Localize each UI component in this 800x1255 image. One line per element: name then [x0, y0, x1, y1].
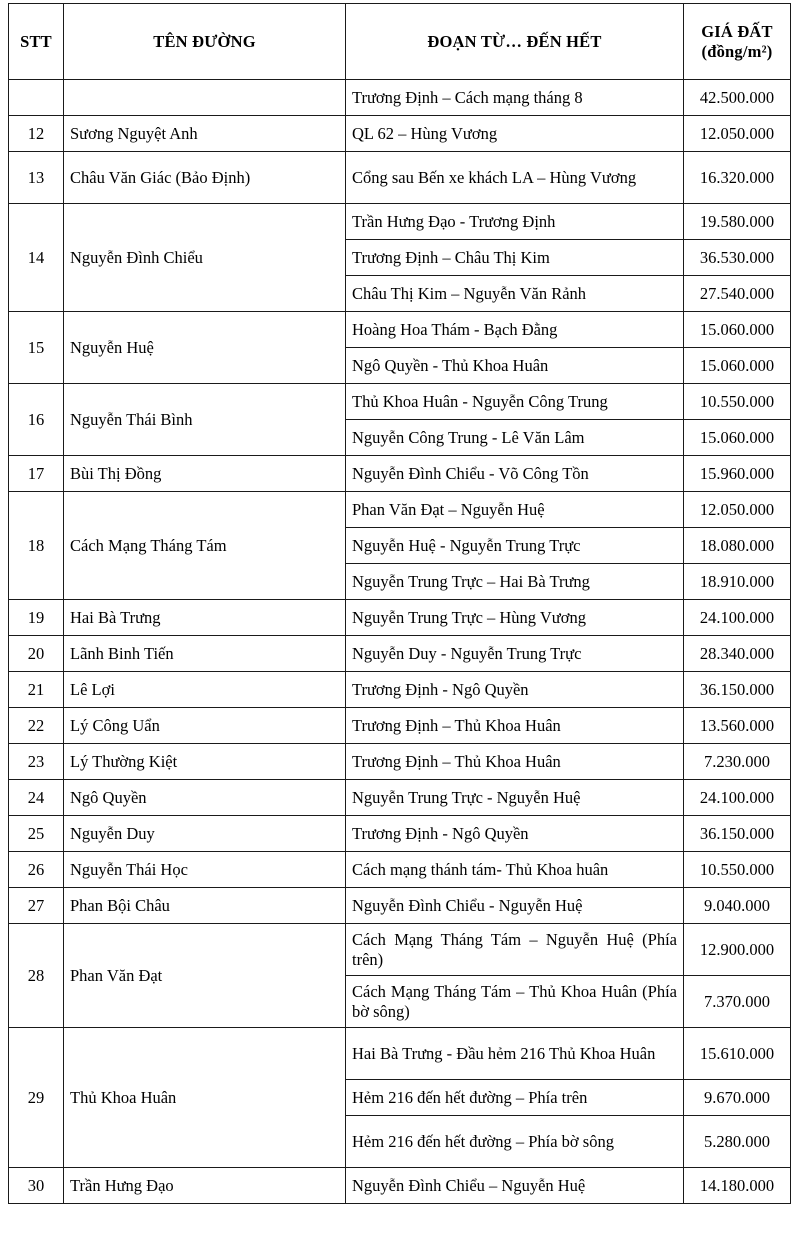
cell-stt: 24 [9, 780, 64, 816]
cell-segment: Cách mạng thánh tám- Thủ Khoa huân [346, 852, 684, 888]
cell-segment: Nguyễn Trung Trực – Hùng Vương [346, 600, 684, 636]
cell-segment: Trương Định - Ngô Quyền [346, 816, 684, 852]
cell-stt: 29 [9, 1028, 64, 1168]
cell-price: 9.670.000 [684, 1080, 791, 1116]
cell-street-name: Phan Văn Đạt [64, 924, 346, 1028]
cell-street-name: Lý Thường Kiệt [64, 744, 346, 780]
cell-stt: 16 [9, 384, 64, 456]
cell-price: 15.960.000 [684, 456, 791, 492]
cell-price: 36.530.000 [684, 240, 791, 276]
cell-price: 9.040.000 [684, 888, 791, 924]
cell-price: 5.280.000 [684, 1116, 791, 1168]
table-row [9, 1168, 791, 1204]
cell-street-name: Ngô Quyền [64, 780, 346, 816]
cell-stt: 26 [9, 852, 64, 888]
cell-street-name: Lãnh Binh Tiến [64, 636, 346, 672]
cell-street-name: Nguyễn Huệ [64, 312, 346, 384]
cell-street-name: Hai Bà Trưng [64, 600, 346, 636]
cell-price: 10.550.000 [684, 384, 791, 420]
column-header-stt: STT [9, 4, 64, 80]
cell-street-name: Lý Công Uẩn [64, 708, 346, 744]
cell-price: 10.550.000 [684, 852, 791, 888]
cell-price: 24.100.000 [684, 600, 791, 636]
cell-price: 19.580.000 [684, 204, 791, 240]
table-row [9, 204, 791, 240]
cell-price: 15.060.000 [684, 348, 791, 384]
table-row [9, 888, 791, 924]
table-header [9, 4, 791, 80]
cell-segment: Trương Định – Thủ Khoa Huân [346, 744, 684, 780]
cell-segment: Trương Định - Ngô Quyền [346, 672, 684, 708]
cell-price: 15.060.000 [684, 312, 791, 348]
table-row [9, 116, 791, 152]
cell-segment: Hoàng Hoa Thám - Bạch Đằng [346, 312, 684, 348]
cell-price: 28.340.000 [684, 636, 791, 672]
cell-stt [9, 80, 64, 116]
cell-stt: 22 [9, 708, 64, 744]
cell-stt: 21 [9, 672, 64, 708]
cell-street-name: Phan Bội Châu [64, 888, 346, 924]
cell-segment: Ngô Quyền - Thủ Khoa Huân [346, 348, 684, 384]
column-header-segment: ĐOẠN TỪ… ĐẾN HẾT [346, 4, 684, 80]
cell-stt: 23 [9, 744, 64, 780]
table-row [9, 80, 791, 116]
column-header-price [684, 4, 791, 80]
cell-segment: Cách Mạng Tháng Tám – Thủ Khoa Huân (Phía bờ sông) [346, 976, 684, 1028]
table-row [9, 780, 791, 816]
cell-price: 12.900.000 [684, 924, 791, 976]
cell-price: 24.100.000 [684, 780, 791, 816]
cell-street-name: Châu Văn Giác (Bảo Định) [64, 152, 346, 204]
table-row [9, 672, 791, 708]
cell-segment: Hẻm 216 đến hết đường – Phía bờ sông [346, 1116, 684, 1168]
cell-street-name: Nguyễn Thái Học [64, 852, 346, 888]
cell-stt: 20 [9, 636, 64, 672]
cell-price: 7.370.000 [684, 976, 791, 1028]
column-header-name: TÊN ĐƯỜNG [64, 4, 346, 80]
cell-segment: Nguyễn Đình Chiểu – Nguyễn Huệ [346, 1168, 684, 1204]
table-row [9, 600, 791, 636]
cell-street-name: Lê Lợi [64, 672, 346, 708]
cell-street-name: Sương Nguyệt Anh [64, 116, 346, 152]
cell-street-name [64, 80, 346, 116]
cell-price: 36.150.000 [684, 672, 791, 708]
cell-segment: Châu Thị Kim – Nguyễn Văn Rảnh [346, 276, 684, 312]
cell-street-name: Bùi Thị Đồng [64, 456, 346, 492]
cell-street-name: Nguyễn Duy [64, 816, 346, 852]
cell-price: 18.910.000 [684, 564, 791, 600]
cell-street-name: Trần Hưng Đạo [64, 1168, 346, 1204]
header-row [9, 4, 791, 80]
cell-stt: 17 [9, 456, 64, 492]
cell-segment: Hai Bà Trưng - Đầu hẻm 216 Thủ Khoa Huân [346, 1028, 684, 1080]
cell-segment: Trương Định – Cách mạng tháng 8 [346, 80, 684, 116]
cell-price: 42.500.000 [684, 80, 791, 116]
cell-stt: 25 [9, 816, 64, 852]
cell-stt: 12 [9, 116, 64, 152]
cell-segment: Nguyễn Đình Chiểu - Võ Công Tồn [346, 456, 684, 492]
cell-price: 36.150.000 [684, 816, 791, 852]
cell-stt: 30 [9, 1168, 64, 1204]
table-row [9, 744, 791, 780]
cell-segment: Cách Mạng Tháng Tám – Nguyễn Huệ (Phía trên) [346, 924, 684, 976]
cell-segment: Nguyễn Đình Chiểu - Nguyễn Huệ [346, 888, 684, 924]
cell-stt: 19 [9, 600, 64, 636]
cell-price: 18.080.000 [684, 528, 791, 564]
cell-price: 12.050.000 [684, 116, 791, 152]
cell-price: 27.540.000 [684, 276, 791, 312]
cell-stt: 18 [9, 492, 64, 600]
cell-price: 15.610.000 [684, 1028, 791, 1080]
cell-segment: Phan Văn Đạt – Nguyễn Huệ [346, 492, 684, 528]
table-row [9, 852, 791, 888]
cell-segment: Thủ Khoa Huân - Nguyễn Công Trung [346, 384, 684, 420]
cell-segment: Nguyễn Công Trung - Lê Văn Lâm [346, 420, 684, 456]
cell-price: 12.050.000 [684, 492, 791, 528]
table-row [9, 492, 791, 528]
cell-street-name: Cách Mạng Tháng Tám [64, 492, 346, 600]
cell-price: 13.560.000 [684, 708, 791, 744]
cell-segment: Nguyễn Huệ - Nguyễn Trung Trực [346, 528, 684, 564]
land-price-table [8, 3, 791, 1204]
table-row [9, 1028, 791, 1080]
cell-price: 14.180.000 [684, 1168, 791, 1204]
table-row [9, 708, 791, 744]
document-page [0, 3, 800, 1255]
cell-street-name: Nguyễn Thái Bình [64, 384, 346, 456]
table-row [9, 456, 791, 492]
cell-street-name: Thủ Khoa Huân [64, 1028, 346, 1168]
cell-stt: 13 [9, 152, 64, 204]
cell-segment: Trần Hưng Đạo - Trương Định [346, 204, 684, 240]
cell-segment: Cổng sau Bến xe khách LA – Hùng Vương [346, 152, 684, 204]
table-body [9, 80, 791, 1204]
cell-price: 7.230.000 [684, 744, 791, 780]
cell-stt: 27 [9, 888, 64, 924]
column-header-price-main: GIÁ ĐẤT [701, 22, 773, 42]
cell-segment: Trương Định – Thủ Khoa Huân [346, 708, 684, 744]
cell-stt: 14 [9, 204, 64, 312]
cell-segment: Nguyễn Trung Trực – Hai Bà Trưng [346, 564, 684, 600]
table-row [9, 152, 791, 204]
cell-segment: Hẻm 216 đến hết đường – Phía trên [346, 1080, 684, 1116]
cell-segment: Nguyễn Trung Trực - Nguyễn Huệ [346, 780, 684, 816]
cell-stt: 15 [9, 312, 64, 384]
table-row [9, 384, 791, 420]
table-row [9, 312, 791, 348]
cell-stt: 28 [9, 924, 64, 1028]
cell-price: 15.060.000 [684, 420, 791, 456]
table-row [9, 636, 791, 672]
column-header-price-unit: (đồng/m²) [701, 41, 773, 61]
cell-segment: Trương Định – Châu Thị Kim [346, 240, 684, 276]
cell-segment: QL 62 – Hùng Vương [346, 116, 684, 152]
cell-price: 16.320.000 [684, 152, 791, 204]
cell-street-name: Nguyễn Đình Chiểu [64, 204, 346, 312]
table-row [9, 924, 791, 976]
table-row [9, 816, 791, 852]
cell-segment: Nguyễn Duy - Nguyễn Trung Trực [346, 636, 684, 672]
